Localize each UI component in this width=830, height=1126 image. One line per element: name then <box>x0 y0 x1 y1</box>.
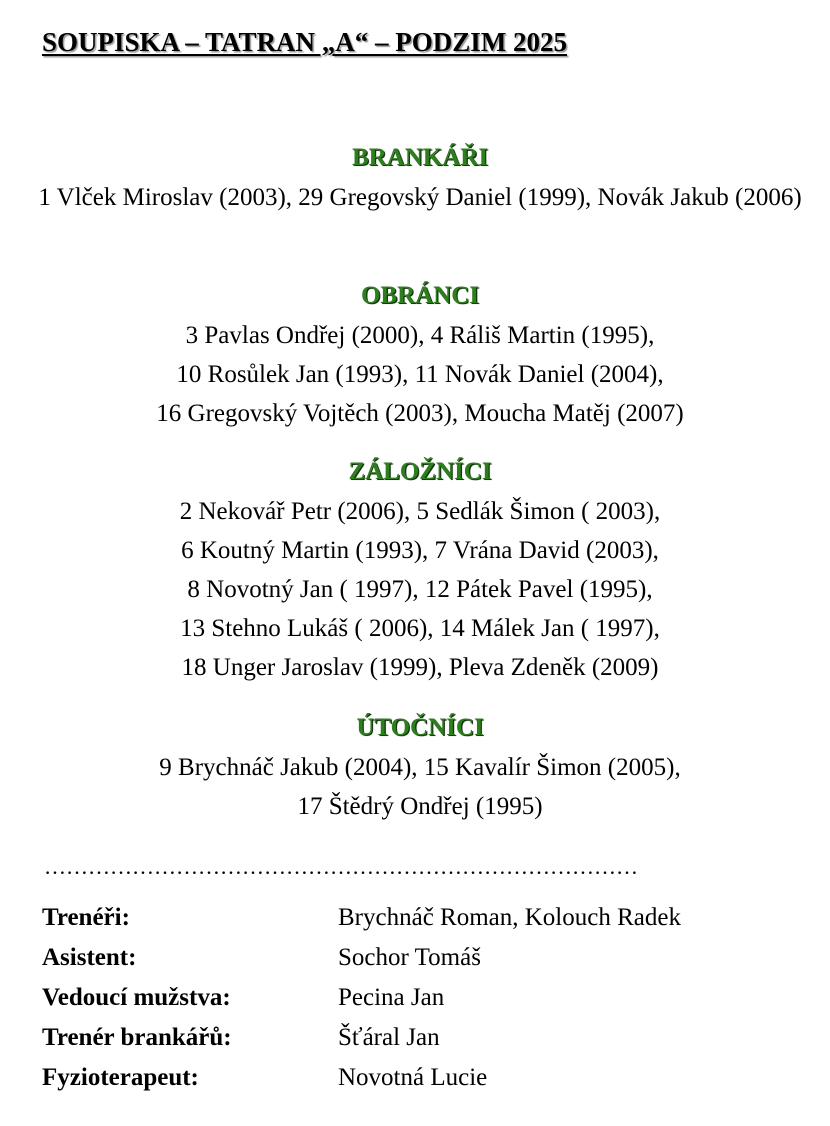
staff-row-assistant <box>42 938 822 978</box>
staff-row-goalkeeper-coach <box>42 1018 822 1058</box>
section-heading: OBRÁNCI <box>360 282 480 309</box>
section-defenders <box>20 276 820 433</box>
staff-role: Fyzioterapeut: <box>42 1064 199 1091</box>
staff-names: Novotná Lucie <box>338 1064 488 1091</box>
staff-names: Sochor Tomáš <box>338 944 481 971</box>
section-heading: BRANKÁŘI <box>351 144 489 171</box>
section-forwards <box>20 708 820 826</box>
staff-row-coaches <box>42 898 822 938</box>
player-list <box>20 492 820 687</box>
page-title: SOUPISKA – TATRAN „A“ – PODZIM 2025 <box>42 27 568 57</box>
staff-list <box>42 898 822 1098</box>
staff-role: Asistent: <box>42 944 137 971</box>
section-heading: ZÁLOŽNÍCI <box>348 458 492 485</box>
player-line: 3 Pavlas Ondřej (2000), 4 Ráliš Martin (1995), <box>185 322 655 349</box>
staff-names: Pecina Jan <box>338 984 445 1011</box>
player-line: 2 Nekovář Petr (2006), 5 Sedlák Šimon ( 2003), <box>179 498 661 525</box>
player-line: 8 Novotný Jan ( 1997), 12 Pátek Pavel (1995), <box>187 576 653 603</box>
staff-names: Šťáral Jan <box>338 1024 440 1051</box>
player-line: 18 Unger Jaroslav (1999), Pleva Zdeněk (2009) <box>181 654 659 681</box>
player-line: 17 Štědrý Ondřej (1995) <box>297 793 543 820</box>
player-list <box>20 748 820 826</box>
staff-role: Trenéři: <box>42 904 130 931</box>
staff-names: Brychnáč Roman, Kolouch Radek <box>338 904 681 931</box>
player-line: 16 Gregovský Vojtěch (2003), Moucha Matěj (2007) <box>156 400 684 427</box>
dotted-separator: ……………………………………………………………………… <box>44 854 638 879</box>
staff-role: Trenér brankářů: <box>42 1024 232 1051</box>
player-line: 6 Koutný Martin (1993), 7 Vrána David (2003), <box>181 537 659 564</box>
staff-role: Vedoucí mužstva: <box>42 984 231 1011</box>
staff-row-team-manager <box>42 978 822 1018</box>
section-heading: ÚTOČNÍCI <box>356 714 484 741</box>
staff-row-physiotherapist <box>42 1058 822 1098</box>
player-line: 10 Rosůlek Jan (1993), 11 Novák Daniel (2004), <box>176 361 664 388</box>
player-list <box>20 178 820 217</box>
section-goalkeepers <box>20 138 820 217</box>
player-line: 13 Stehno Lukáš ( 2006), 14 Málek Jan ( 1997), <box>180 615 660 642</box>
player-list <box>20 316 820 433</box>
player-line: 1 Vlček Miroslav (2003), 29 Gregovský Daniel (1999), Novák Jakub (2006) <box>38 184 802 211</box>
player-line: 9 Brychnáč Jakub (2004), 15 Kavalír Šimon (2005), <box>159 754 681 781</box>
section-midfielders <box>20 452 820 687</box>
